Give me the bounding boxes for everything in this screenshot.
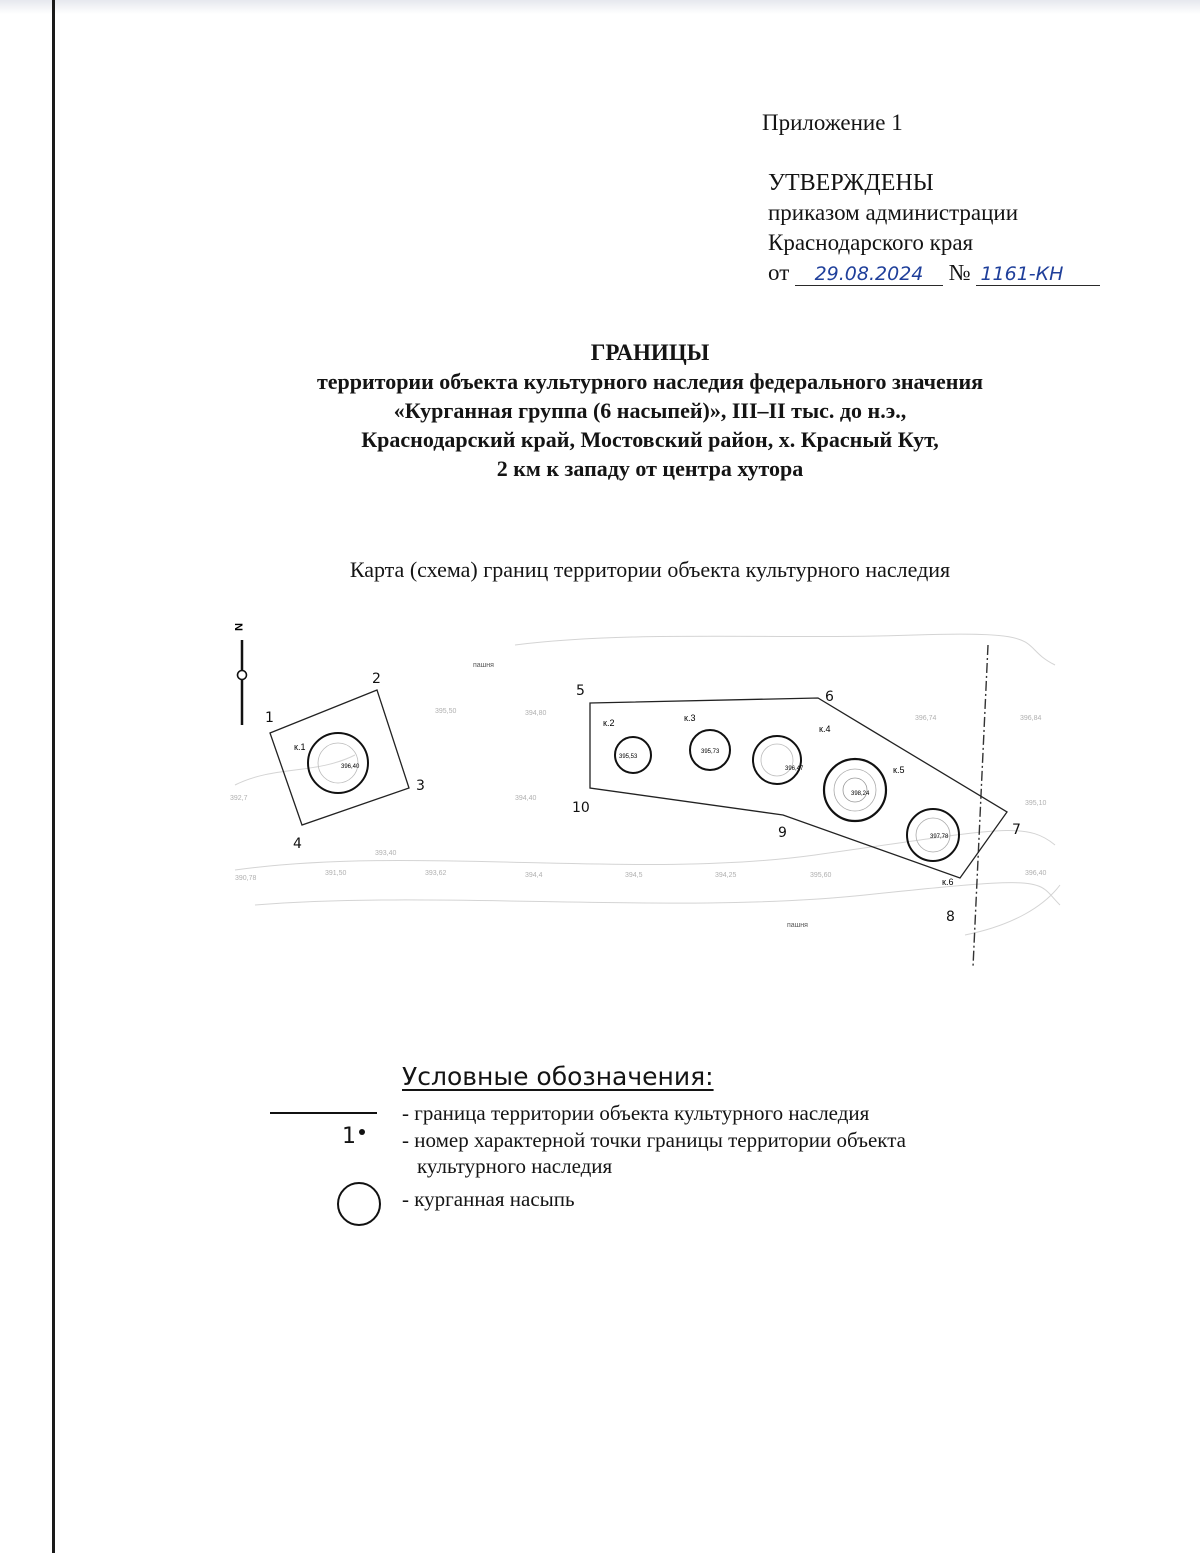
approval-line-1: приказом администрации [768,200,1019,225]
from-label: от [768,260,790,285]
svg-text:396,40: 396,40 [1025,870,1047,877]
svg-text:394,80: 394,80 [525,710,547,717]
mound-label-k6: к.6 [942,877,954,887]
mound-k2 [603,718,651,773]
legend-boundary-text: - граница территории объекта культурного наследия [402,1101,870,1125]
point-label-9: 9 [778,825,787,841]
title-line-1: территории объекта культурного наследия федерального значения [316,369,984,394]
field-label-north: пашня [473,662,494,669]
point-dot-icon [359,1129,365,1135]
mound-k3 [684,713,730,770]
map-caption: Карта (схема) границ территории объекта культурного наследия [349,557,951,582]
mound-label-k1: к.1 [294,742,306,752]
mound-k5 [824,759,904,821]
mound-label-k4: к.4 [819,724,831,734]
legend-point-sample [342,1124,365,1149]
svg-text:390,78: 390,78 [235,875,257,882]
svg-text:395,10: 395,10 [1025,800,1047,807]
legend-point-text-1: - номер характерной точки границы территории объекта [402,1128,906,1152]
point-label-5: 5 [576,683,585,699]
point-label-2: 2 [372,671,381,687]
mound-k1 [294,733,368,793]
legend-point-number: 1 [342,1124,356,1149]
legend-title: Условные обозначения: [402,1062,714,1091]
mound-elev-k2: 395,53 [619,754,638,760]
mound-elev-k3: 395,73 [701,749,720,755]
point-label-1: 1 [265,710,274,726]
point-label-7: 7 [1012,822,1021,838]
svg-text:393,62: 393,62 [425,870,447,877]
document-title [130,338,1170,483]
point-label-8: 8 [946,909,955,925]
point-label-6: 6 [825,689,834,705]
mound-elev-k5: 398,24 [851,791,870,797]
mound-k4 [753,724,830,784]
svg-text:394,4: 394,4 [525,872,543,879]
approval-block [768,168,1100,288]
appendix-label: Приложение 1 [762,110,903,135]
title-line-4: 2 км к западу от центра хутора [496,456,804,481]
mound-elev-k6: 397,78 [930,834,949,840]
mound-label-k3: к.3 [684,713,696,723]
boundary-polygon-1 [270,690,409,825]
field-label-south: пашня [787,922,808,929]
svg-text:391,50: 391,50 [325,870,347,877]
scan-edge [0,0,1200,14]
mound-elev-k4: 396,47 [785,766,804,772]
boundary-map [215,605,1065,980]
svg-text:394,40: 394,40 [515,795,537,802]
title-line-2: «Курганная группа (6 насыпей)», III–II тыс. до н.э., [393,398,907,423]
north-label: N [232,623,244,631]
svg-text:393,40: 393,40 [375,850,397,857]
legend-mound-text: - курганная насыпь [402,1187,575,1211]
order-line [768,258,1100,288]
approval-line-2: Краснодарского края [768,230,974,255]
mound-label-k2: к.2 [603,718,615,728]
point-label-10: 10 [572,800,590,816]
svg-text:395,50: 395,50 [435,708,457,715]
north-arrow [232,623,247,725]
mound-elev-k1: 396,40 [341,764,360,770]
page-margin-line [52,0,55,1553]
title-main: ГРАНИЦЫ [590,340,710,365]
svg-text:396,74: 396,74 [915,715,937,722]
svg-text:394,25: 394,25 [715,872,737,879]
svg-text:394,5: 394,5 [625,872,643,879]
point-label-4: 4 [293,836,302,852]
legend-point-text-2: культурного наследия [417,1154,613,1178]
boundary-polygon-2 [590,698,1007,878]
svg-text:396,84: 396,84 [1020,715,1042,722]
svg-text:392,7: 392,7 [230,795,248,802]
cadastral-dashed-line [973,645,988,967]
order-date: 29.08.2024 [795,263,943,286]
approved-heading: УТВЕРЖДЕНЫ [768,170,934,196]
mound-circle-icon [337,1182,381,1226]
number-label: № [948,260,971,285]
point-label-3: 3 [416,778,425,794]
legend-boundary-line [270,1112,377,1114]
legend-point-text [402,1127,906,1179]
mound-label-k5: к.5 [893,765,905,775]
svg-text:395,60: 395,60 [810,872,832,879]
title-line-3: Краснодарский край, Мостовский район, х. Красный Кут, [361,427,939,452]
order-number: 1161-КН [976,263,1100,286]
